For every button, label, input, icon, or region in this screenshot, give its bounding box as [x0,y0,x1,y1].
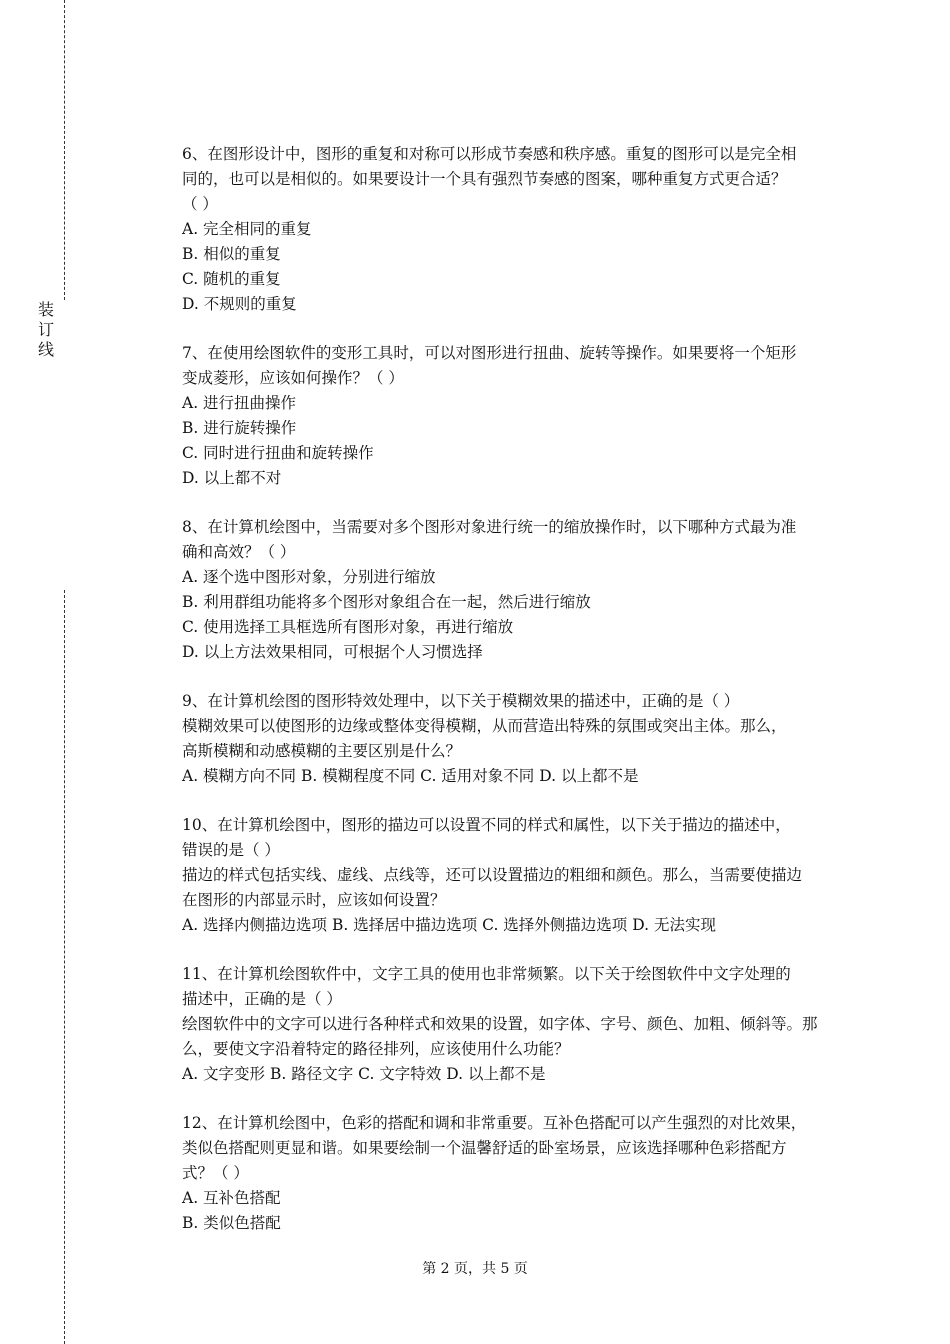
question-text: 7、在使用绘图软件的变形工具时，可以对图形进行扭曲、旋转等操作。如果要将一个矩形 [182,344,797,362]
option-a: A. 逐个选中图形对象，分别进行缩放 [182,568,436,586]
question-8 [182,515,842,665]
question-text: 6、在图形设计中，图形的重复和对称可以形成节奏感和秩序感。重复的图形可以是完全相 [182,145,797,163]
options-row: A. 选择内侧描边选项 B. 选择居中描边选项 C. 选择外侧描边选项 D. 无法实现 [182,916,716,934]
question-text: 8、在计算机绘图中，当需要对多个图形对象进行统一的缩放操作时，以下哪种方式最为准 [182,518,797,536]
option-c: C. 使用选择工具框选所有图形对象，再进行缩放 [182,618,514,636]
question-text: 11、在计算机绘图软件中，文字工具的使用也非常频繁。以下关于绘图软件中文字处理的 [182,965,791,983]
question-text: 描述中，正确的是（ ） [182,990,342,1008]
question-10 [182,813,842,938]
option-a: A. 进行扭曲操作 [182,394,297,412]
binding-char: 装 [37,300,54,319]
question-11 [182,962,842,1087]
question-text: 高斯模糊和动感模糊的主要区别是什么？ [182,742,462,760]
question-text: 么，要使文字沿着特定的路径排列，应该使用什么功能？ [182,1040,570,1058]
option-b: B. 利用群组功能将多个图形对象组合在一起，然后进行缩放 [182,593,591,611]
option-a: A. 互补色搭配 [182,1189,281,1207]
question-text: 式？（ ） [182,1164,249,1182]
option-d: D. 以上都不对 [182,469,282,487]
question-text: 类似色搭配则更显和谐。如果要绘制一个温馨舒适的卧室场景，应该选择哪种色彩搭配方 [182,1139,787,1157]
question-text: 变成菱形，应该如何操作？（ ） [182,369,404,387]
question-6 [182,142,842,317]
binding-char: 订 [37,320,54,339]
question-text: 模糊效果可以使图形的边缘或整体变得模糊，从而营造出特殊的氛围或突出主体。那么， [182,717,787,735]
question-text: 错误的是（ ） [182,841,280,859]
option-d: D. 以上方法效果相同，可根据个人习惯选择 [182,643,483,661]
option-b: B. 类似色搭配 [182,1214,281,1232]
option-a: A. 完全相同的重复 [182,220,312,238]
options-row: A. 文字变形 B. 路径文字 C. 文字特效 D. 以上都不是 [182,1065,546,1083]
option-c: C. 同时进行扭曲和旋转操作 [182,444,374,462]
option-b: B. 进行旋转操作 [182,419,297,437]
binding-char: 线 [37,340,54,359]
question-list [182,142,842,1260]
question-text: 确和高效？（ ） [182,543,296,561]
question-text: 绘图软件中的文字可以进行各种样式和效果的设置，如字体、字号、颜色、加粗、倾斜等。那 [182,1015,818,1033]
question-text: 9、在计算机绘图的图形特效处理中，以下关于模糊效果的描述中，正确的是（ ） [182,692,740,710]
question-text: （ ） [182,195,218,213]
options-row: A. 模糊方向不同 B. 模糊程度不同 C. 适用对象不同 D. 以上都不是 [182,767,639,785]
question-7 [182,341,842,491]
question-9 [182,689,842,789]
option-d: D. 不规则的重复 [182,295,297,313]
question-text: 12、在计算机绘图中，色彩的搭配和调和非常重要。互补色搭配可以产生强烈的对比效果， [182,1114,807,1132]
question-text: 在图形的内部显示时，应该如何设置？ [182,891,446,909]
binding-label [36,300,56,360]
option-b: B. 相似的重复 [182,245,281,263]
question-text: 描边的样式包括实线、虚线、点线等，还可以设置描边的粗细和颜色。那么，当需要使描边 [182,866,803,884]
binding-line-top [64,0,65,300]
binding-line-bottom [64,590,65,1344]
question-text: 10、在计算机绘图中，图形的描边可以设置不同的样式和属性，以下关于描边的描述中， [182,816,791,834]
question-text: 同的，也可以是相似的。如果要设计一个具有强烈节奏感的图案，哪种重复方式更合适？ [182,170,787,188]
page-number-footer: 第 2 页，共 5 页 [422,1261,528,1277]
option-c: C. 随机的重复 [182,270,281,288]
question-12 [182,1111,842,1236]
